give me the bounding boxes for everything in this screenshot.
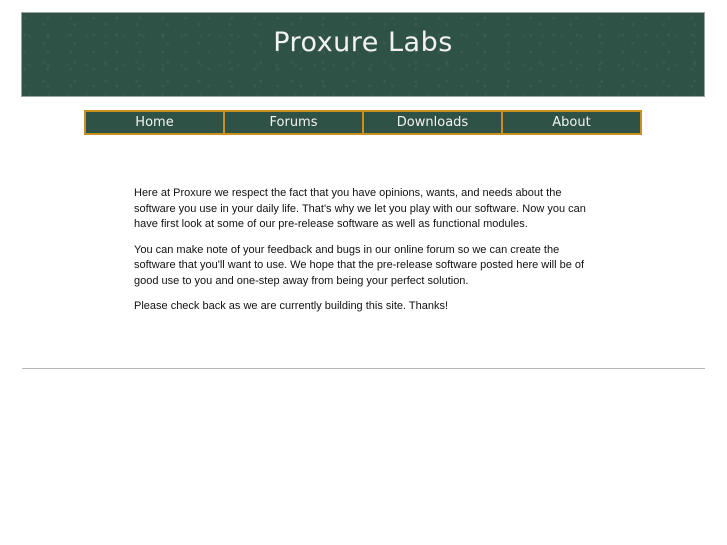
main-nav — [84, 110, 642, 135]
nav-about[interactable]: About — [552, 115, 591, 130]
intro-paragraph: Here at Proxure we respect the fact that you have opinions, wants, and needs about the software you use in your daily life. That's why we let you play with our software. Now you can have first look at some of our pre-release software as well as functional modules. — [134, 187, 586, 230]
footer-divider — [22, 368, 705, 369]
main-content — [134, 186, 594, 325]
feedback-paragraph: You can make note of your feedback and bugs in our online forum so we can create the software that you'll want to use. We hope that the pre-release software posted here will be of good use to you and one-step away from being your perfect solution. — [134, 243, 585, 287]
nav-downloads[interactable]: Downloads — [364, 112, 503, 133]
nav-home[interactable]: Home — [86, 112, 225, 133]
site-title: Proxure Labs — [273, 27, 453, 58]
nav-forums[interactable]: Forums — [225, 112, 364, 133]
status-paragraph: Please check back as we are currently building this site. Thanks! — [134, 300, 449, 312]
header-banner — [21, 12, 705, 97]
